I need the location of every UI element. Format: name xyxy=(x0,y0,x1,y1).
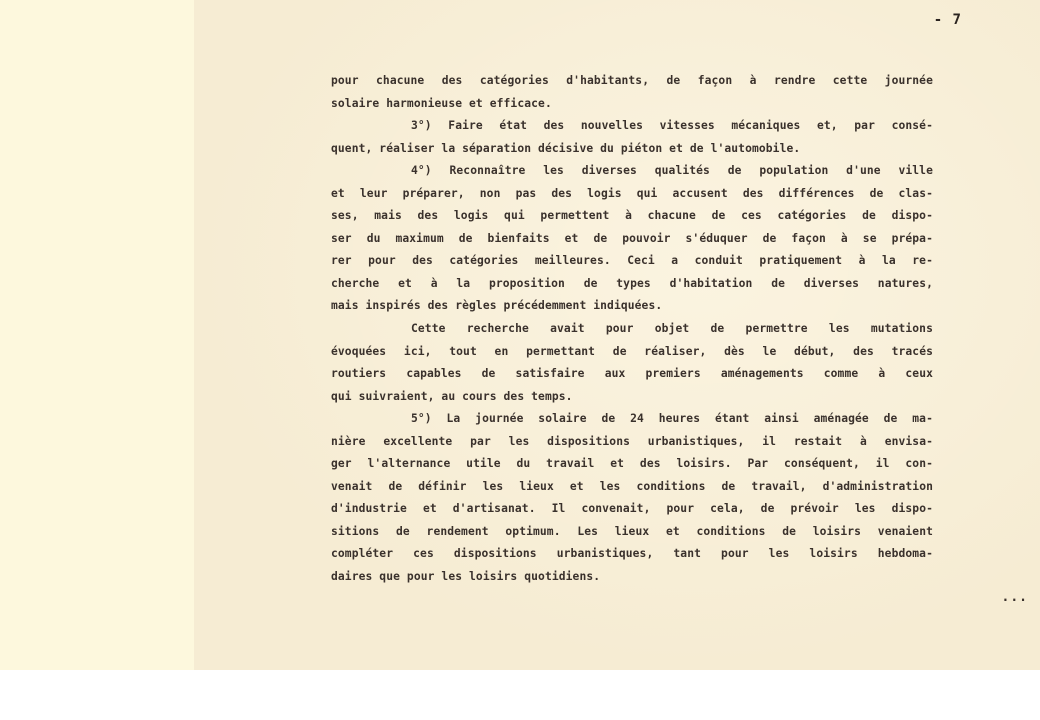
text-line: qui suivraient, au cours des temps. xyxy=(331,389,573,403)
left-margin-strip xyxy=(0,0,194,670)
text-line: 5°) La journée solaire de 24 heures étant ainsi aménagée de ma- xyxy=(411,412,933,426)
text-line: routiers capables de satisfaire aux premiers aménagements comme à ceux xyxy=(331,367,933,381)
page-number: - 7 xyxy=(933,12,962,28)
text-line: et leur préparer, non pas des logis qui accusent des différences de clas- xyxy=(331,186,933,200)
text-line: mais inspirés des règles précédemment indiquées. xyxy=(331,299,663,313)
text-line: évoquées ici, tout en permettant de réaliser, dès le début, des tracés xyxy=(331,344,933,358)
text-line: pour chacune des catégories d'habitants, de façon à rendre cette journée xyxy=(331,74,933,87)
text-line: d'industrie et d'artisanat. Il convenait, pour cela, de prévoir les dispo- xyxy=(331,502,933,516)
text-line: rer pour des catégories meilleures. Ceci a conduit pratiquement à la re- xyxy=(331,254,933,268)
text-line: venait de définir les lieux et les conditions de travail, d'administration xyxy=(331,479,933,493)
text-line: ser du maximum de bienfaits et de pouvoir s'éduquer de façon à se prépa- xyxy=(331,231,933,245)
text-line: ger l'alternance utile du travail et des loisirs. Par conséquent, il con- xyxy=(331,457,933,471)
continuation-mark: ... xyxy=(1001,590,1028,605)
text-line: compléter ces dispositions urbanistiques, tant pour les loisirs hebdoma- xyxy=(331,547,933,561)
text-line: quent, réaliser la séparation décisive du piéton et de l'automobile. xyxy=(331,141,801,155)
text-line: 4°) Reconnaître les diverses qualités de population d'une ville xyxy=(411,164,933,178)
text-line: solaire harmonieuse et efficace. xyxy=(331,96,552,110)
text-line: cherche et à la proposition de types d'habitation de diverses natures, xyxy=(331,276,933,290)
text-line: daires que pour les loisirs quotidiens. xyxy=(331,570,601,584)
text-line: 3°) Faire état des nouvelles vitesses mécaniques et, par consé- xyxy=(411,119,933,133)
document-page xyxy=(194,0,1040,670)
text-line: nière excellente par les dispositions urbanistiques, il restait à envisa- xyxy=(331,434,933,448)
text-line: sitions de rendement optimum. Les lieux et conditions de loisirs venaient xyxy=(331,524,933,538)
body-text xyxy=(331,70,933,589)
text-line: ses, mais des logis qui permettent à chacune de ces catégories de dispo- xyxy=(331,209,933,223)
text-line: Cette recherche avait pour objet de permettre les mutations xyxy=(411,322,933,336)
